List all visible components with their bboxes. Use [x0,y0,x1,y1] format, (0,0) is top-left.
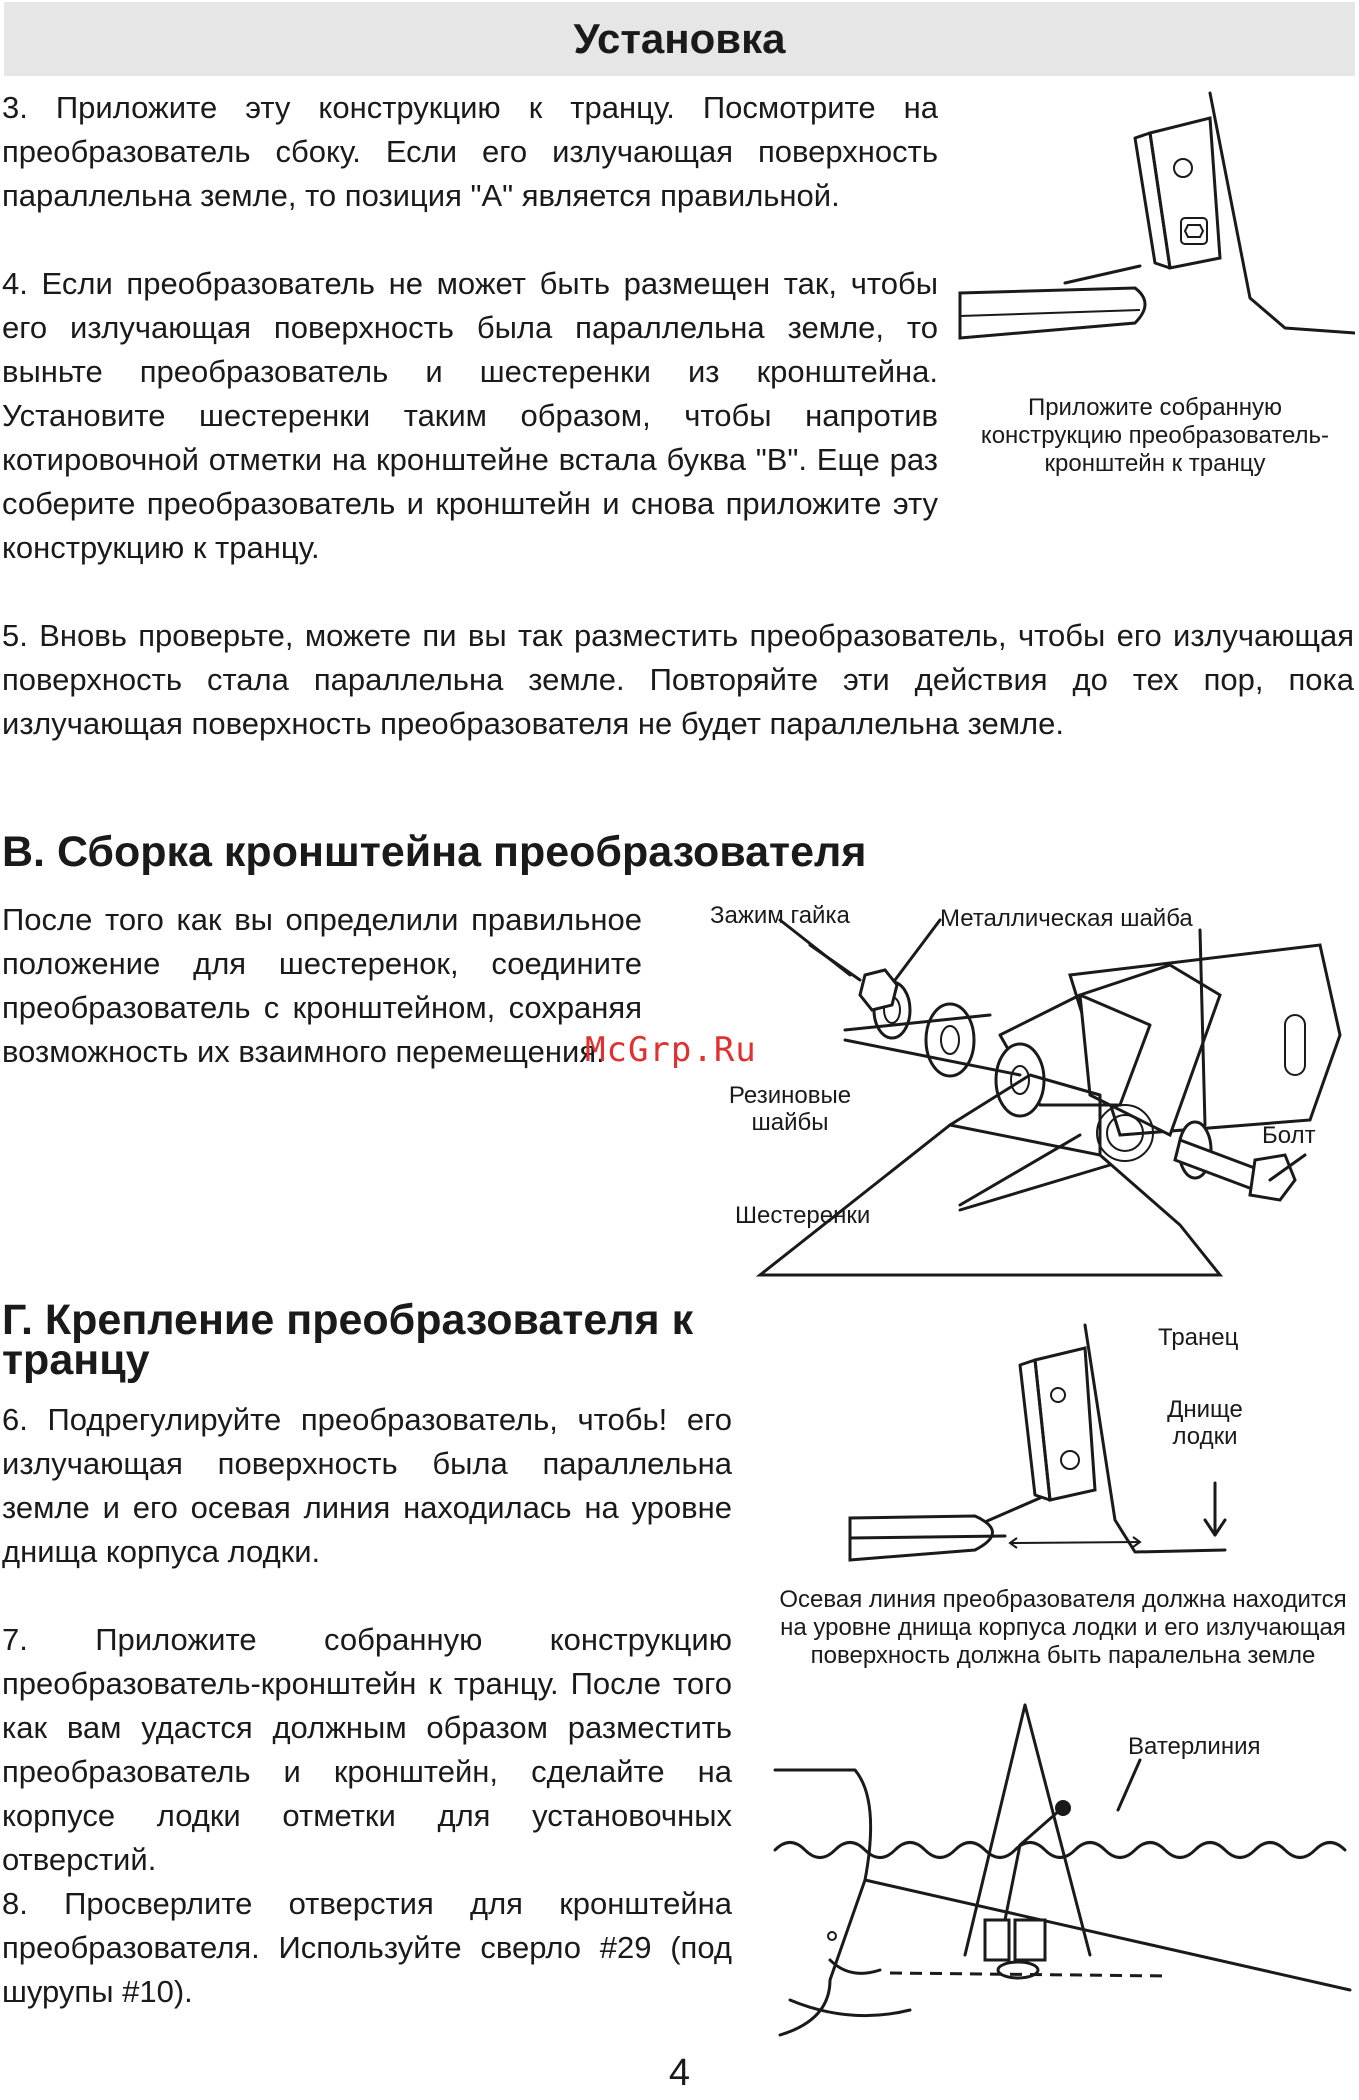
watermark: McGrp.Ru [585,1030,757,1070]
step-5-text: 5. Вновь проверьте, можете пи вы так разместить преобразователь, чтобы его излучающая поверхность стала параллельна земле. Повторяйте эти действия до тех пор, пока излучающая поверхность преобразователя не будет параллельна земле. [2,618,1354,741]
section-v-text: После того как вы определили правильное положение для шестеренок, соедините преобразователь с кронштейном, сохраняя возможность их взаимного перемещения. [2,902,642,1069]
figure-transom-side [845,1320,1255,1580]
step-8-text: 8. Просверлите отверстия для кронштейна преобразователя. Используйте сверло #29 (под шурупы #10). [2,1886,732,2009]
page-number: 4 [668,2052,691,2094]
label-bolt: Болт [1262,1122,1316,1149]
figure-transom-mount [955,88,1355,348]
label-metal-washer: Металлическая шайба [940,905,1193,932]
step-4-text: 4. Если преобразователь не может быть размещен так, чтобы его излучающая поверхность была параллельна земле, то выньте преобразователь и шестеренки из кронштейна. Установите шестеренки таким образом, чтобы напротив котировочной отметки на кронштейне встала буква "В". Еще раз соберите преобразователь и кронштейн и снова приложите эту конструкцию к транцу. [2,266,938,565]
section-g-heading: Г. Крепление преобразователя к транцу [2,1296,694,1384]
section-v-heading: В. Сборка кронштейна преобразователя [2,828,867,876]
step-3-text: 3. Приложите эту конструкцию к транцу. Посмотрите на преобразователь сбоку. Если его излучающая поверхность параллельна земле, то позиция "А" является правильной. [2,90,938,213]
figure-hull-waterline [770,1700,1355,2040]
label-transom: Транец [1158,1324,1239,1351]
figure3-caption: Осевая линия преобразователя должна находится на уровне днища корпуса лодки и его излучающая поверхность должна быть паралельна земле [779,1586,1347,1669]
label-hull-bottom: Днище лодки [1167,1396,1243,1450]
step-7-text: 7. Приложите собранную конструкцию преобразователь-кронштейн к транцу. После того как вам удастся должным образом разместить преобразователь и кронштейн, сделайте на корпусе лодки отметки для установочных отверстий. [2,1622,732,1877]
step-6-text: 6. Подрегулируйте преобразователь, чтобь! его излучающая поверхность была параллельна земле и его осевая линия находилась на уровне днища корпуса лодки. [2,1402,732,1569]
label-nut: Зажим гайка [710,902,850,929]
label-gears: Шестеренки [735,1202,871,1229]
label-waterline: Ватерлиния [1128,1733,1261,1760]
label-rubber-washers: Резиновые шайбы [728,1082,852,1136]
page-title: Установка [4,2,1355,76]
figure1-caption: Приложите собранную конструкцию преобразователь-кронштейн к транцу [980,394,1330,477]
